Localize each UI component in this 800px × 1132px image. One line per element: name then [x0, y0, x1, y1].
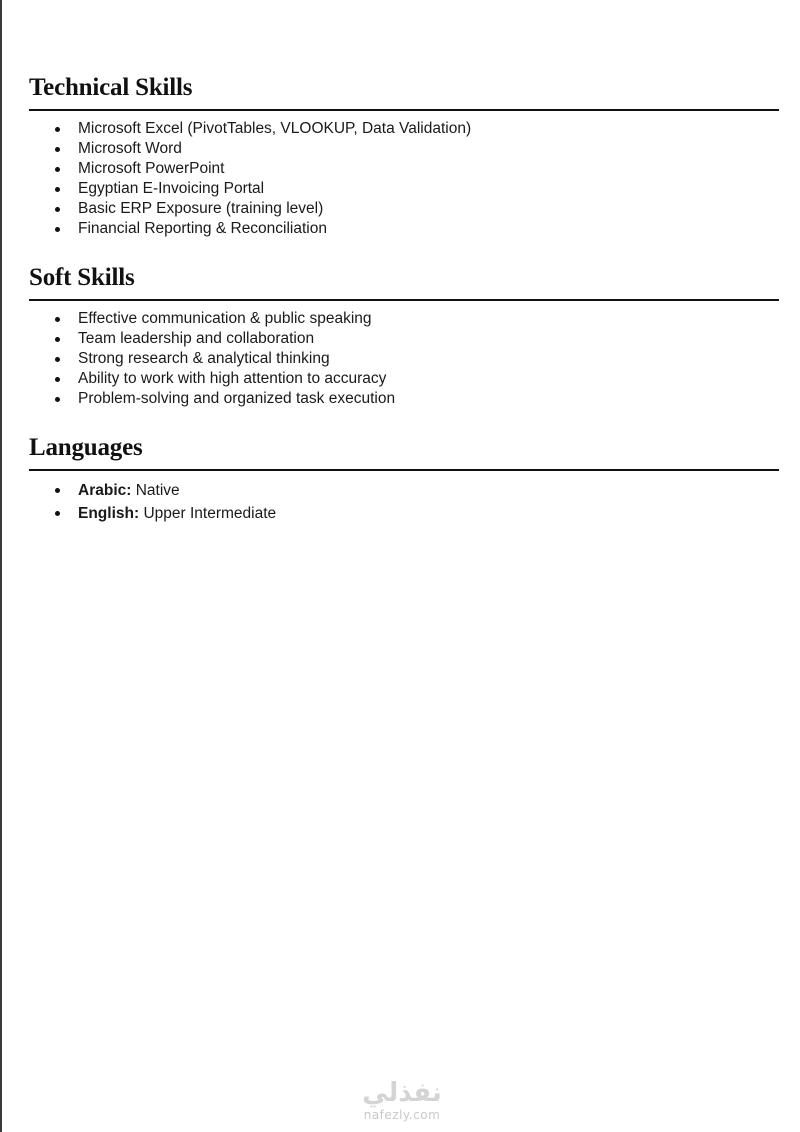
bullet-icon: [55, 337, 60, 342]
bullet-icon: [55, 357, 60, 362]
bullet-icon: [55, 207, 60, 212]
bullet-icon: [55, 167, 60, 172]
soft-skills-section: [29, 263, 779, 409]
languages-section: [29, 433, 779, 525]
section-title-soft-skills: Soft Skills: [29, 264, 135, 291]
watermark: [342, 1078, 462, 1122]
bullet-icon: [55, 488, 60, 493]
list-item: Microsoft Excel (PivotTables, VLOOKUP, Data Validation): [29, 119, 779, 139]
list-item: Egyptian E-Invoicing Portal: [29, 179, 779, 199]
technical-skills-section: [29, 73, 779, 239]
list-item: Microsoft Word: [29, 139, 779, 159]
list-item: Microsoft PowerPoint: [29, 159, 779, 179]
list-item: Team leadership and collaboration: [29, 329, 779, 349]
bullet-icon: [55, 147, 60, 152]
bullet-icon: [55, 511, 60, 516]
section-divider: [29, 109, 779, 111]
list-item: Effective communication & public speaking: [29, 309, 779, 329]
section-divider: [29, 469, 779, 471]
technical-skills-list: [29, 119, 779, 239]
list-item: Basic ERP Exposure (training level): [29, 199, 779, 219]
list-item: Financial Reporting & Reconciliation: [29, 219, 779, 239]
list-item: Ability to work with high attention to accuracy: [29, 369, 779, 389]
language-name: Arabic:: [78, 482, 132, 499]
bullet-icon: [55, 377, 60, 382]
language-name: English:: [78, 505, 140, 522]
list-item: Problem-solving and organized task execution: [29, 389, 779, 409]
bullet-icon: [55, 317, 60, 322]
soft-skills-list: [29, 309, 779, 409]
list-item: [29, 479, 779, 502]
section-divider: [29, 299, 779, 301]
section-title-languages: Languages: [29, 434, 143, 461]
language-level: Upper Intermediate: [139, 505, 277, 522]
watermark-url: nafezly.com: [363, 1108, 441, 1122]
bullet-icon: [55, 187, 60, 192]
language-level: Native: [131, 482, 180, 499]
watermark-logo: نفذلي: [362, 1078, 442, 1108]
list-item: Strong research & analytical thinking: [29, 349, 779, 369]
list-item: [29, 502, 779, 525]
bullet-icon: [55, 397, 60, 402]
languages-list: [29, 479, 779, 525]
bullet-icon: [55, 127, 60, 132]
section-title-technical-skills: Technical Skills: [29, 74, 193, 101]
bullet-icon: [55, 227, 60, 232]
